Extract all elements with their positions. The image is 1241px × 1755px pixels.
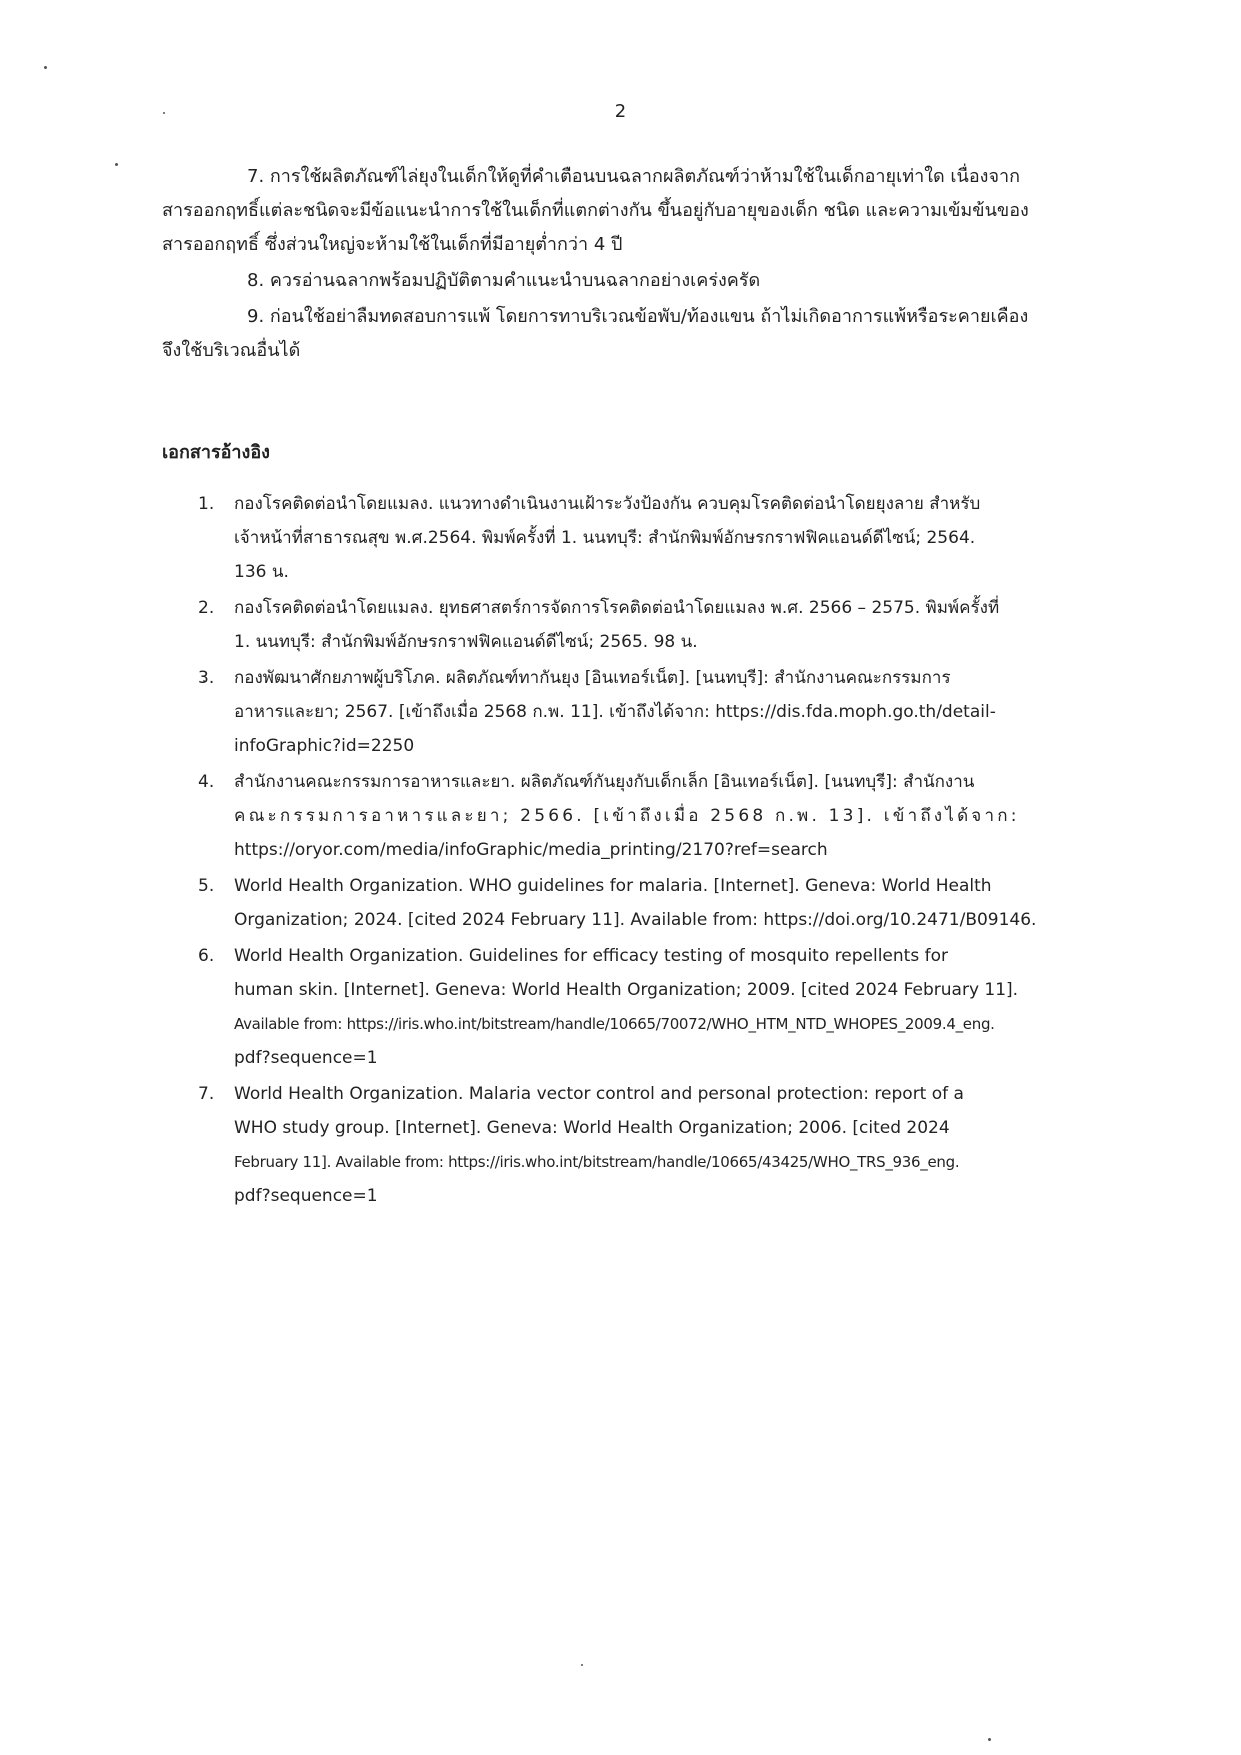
text-line: 8. ควรอ่านฉลากพร้อมปฏิบัติตามคำแนะนำบนฉลากอย่างเคร่งครัด [247,270,761,291]
text-line: World Health Organization. WHO guidelines for malaria. [Internet]. Geneva: World Health [234,876,992,896]
reference-text [234,487,1098,589]
reference-text [234,591,1098,659]
reference-number: 7. [198,1084,215,1104]
body-text [162,160,1096,370]
reference-number: 4. [198,772,215,792]
text-line: กองโรคติดต่อนำโดยแมลง. แนวทางดำเนินงานเฝ้าระวังป้องกัน ควบคุมโรคติดต่อนำโดยยุงลาย สำหรับ [234,494,981,514]
reference-item [198,661,1098,763]
text-line: infoGraphic?id=2250 [234,736,415,756]
paragraph-8 [162,264,1096,298]
text-line: เจ้าหน้าที่สาธารณสุข พ.ศ.2564. พิมพ์ครั้งที่ 1. นนทบุรี: สำนักพิมพ์อักษรกราฟฟิคแอนด์ดีไซน์; 2564. [234,528,976,548]
text-line: pdf?sequence=1 [234,1048,378,1068]
reference-text [234,869,1098,937]
reference-number: 1. [198,494,215,514]
reference-text [234,765,1098,867]
text-line: สารออกฤทธิ์ ซึ่งส่วนใหญ่จะห้ามใช้ในเด็กที่มีอายุต่ำกว่า 4 ปี [162,234,623,255]
reference-number: 5. [198,876,215,896]
text-line: สำนักงานคณะกรรมการอาหารและยา. ผลิตภัณฑ์กันยุงกับเด็กเล็ก [อินเทอร์เน็ต]. [นนทบุรี]: สำนักงาน [234,772,975,792]
reference-text [234,939,1098,1075]
text-line: สารออกฤทธิ์แต่ละชนิดจะมีข้อแนะนำการใช้ในเด็กที่แตกต่างกัน ขึ้นอยู่กับอายุของเด็ก ชนิด และความเข้มข้นของ [162,200,1029,221]
text-line: คณะกรรมการอาหารและยา; 2566. [เข้าถึงเมื่อ 2568 ก.พ. 13]. เข้าถึงได้จาก: [234,806,1020,826]
text-line: 7. การใช้ผลิตภัณฑ์ไล่ยุงในเด็กให้ดูที่คำเตือนบนฉลากผลิตภัณฑ์ว่าห้ามใช้ในเด็กอายุเท่าใด เนื่องจาก [247,166,1021,187]
scan-speck [115,163,118,166]
reference-item [198,939,1098,1075]
scan-speck [44,66,47,69]
paragraph-9 [162,300,1096,368]
paragraph-7 [162,160,1096,262]
text-line: https://oryor.com/media/infoGraphic/media_printing/2170?ref=search [234,840,828,860]
text-line: กองพัฒนาศักยภาพผู้บริโภค. ผลิตภัณฑ์ทากันยุง [อินเทอร์เน็ต]. [นนทบุรี]: สำนักงานคณะกรรมการ [234,668,951,688]
reference-text [234,661,1098,763]
scan-speck [581,1664,583,1666]
text-line: World Health Organization. Guidelines for efficacy testing of mosquito repellents for [234,946,948,966]
reference-item [198,1077,1098,1213]
text-line: กองโรคติดต่อนำโดยแมลง. ยุทธศาสตร์การจัดการโรคติดต่อนำโดยแมลง พ.ศ. 2566 – 2575. พิมพ์ครั้งที่ [234,598,1000,618]
text-line: pdf?sequence=1 [234,1186,378,1206]
reference-number: 2. [198,598,215,618]
text-line: WHO study group. [Internet]. Geneva: World Health Organization; 2006. [cited 2024 [234,1118,950,1138]
references-list [198,487,1098,1215]
reference-item [198,869,1098,937]
references-heading: เอกสารอ้างอิง [162,442,270,463]
text-line: จึงใช้บริเวณอื่นได้ [162,340,301,361]
reference-number: 3. [198,668,215,688]
scan-speck [988,1738,991,1741]
reference-number: 6. [198,946,215,966]
reference-item [198,591,1098,659]
text-line: February 11]. Available from: https://iris.who.int/bitstream/handle/10665/43425/WHO_TRS_936_eng. [234,1153,960,1171]
page-number: 2 [614,101,627,122]
reference-item [198,765,1098,867]
text-line: 9. ก่อนใช้อย่าลืมทดสอบการแพ้ โดยการทาบริเวณข้อพับ/ท้องแขน ถ้าไม่เกิดอาการแพ้หรือระคายเคือง [247,306,1029,327]
reference-item [198,487,1098,589]
text-line: อาหารและยา; 2567. [เข้าถึงเมื่อ 2568 ก.พ. 11]. เข้าถึงได้จาก: https://dis.fda.moph.go.th/detail- [234,702,996,722]
text-line: 1. นนทบุรี: สำนักพิมพ์อักษรกราฟฟิคแอนด์ดีไซน์; 2565. 98 น. [234,632,698,652]
reference-text [234,1077,1098,1213]
text-line: World Health Organization. Malaria vector control and personal protection: report of a [234,1084,964,1104]
text-line: 136 น. [234,562,289,582]
text-line: Organization; 2024. [cited 2024 February 11]. Available from: https://doi.org/10.2471/B09146. [234,910,1037,930]
text-line: human skin. [Internet]. Geneva: World Health Organization; 2009. [cited 2024 February 11]. [234,980,1019,1000]
text-line: Available from: https://iris.who.int/bitstream/handle/10665/70072/WHO_HTM_NTD_WHOPES_2009.4_eng. [234,1015,995,1033]
